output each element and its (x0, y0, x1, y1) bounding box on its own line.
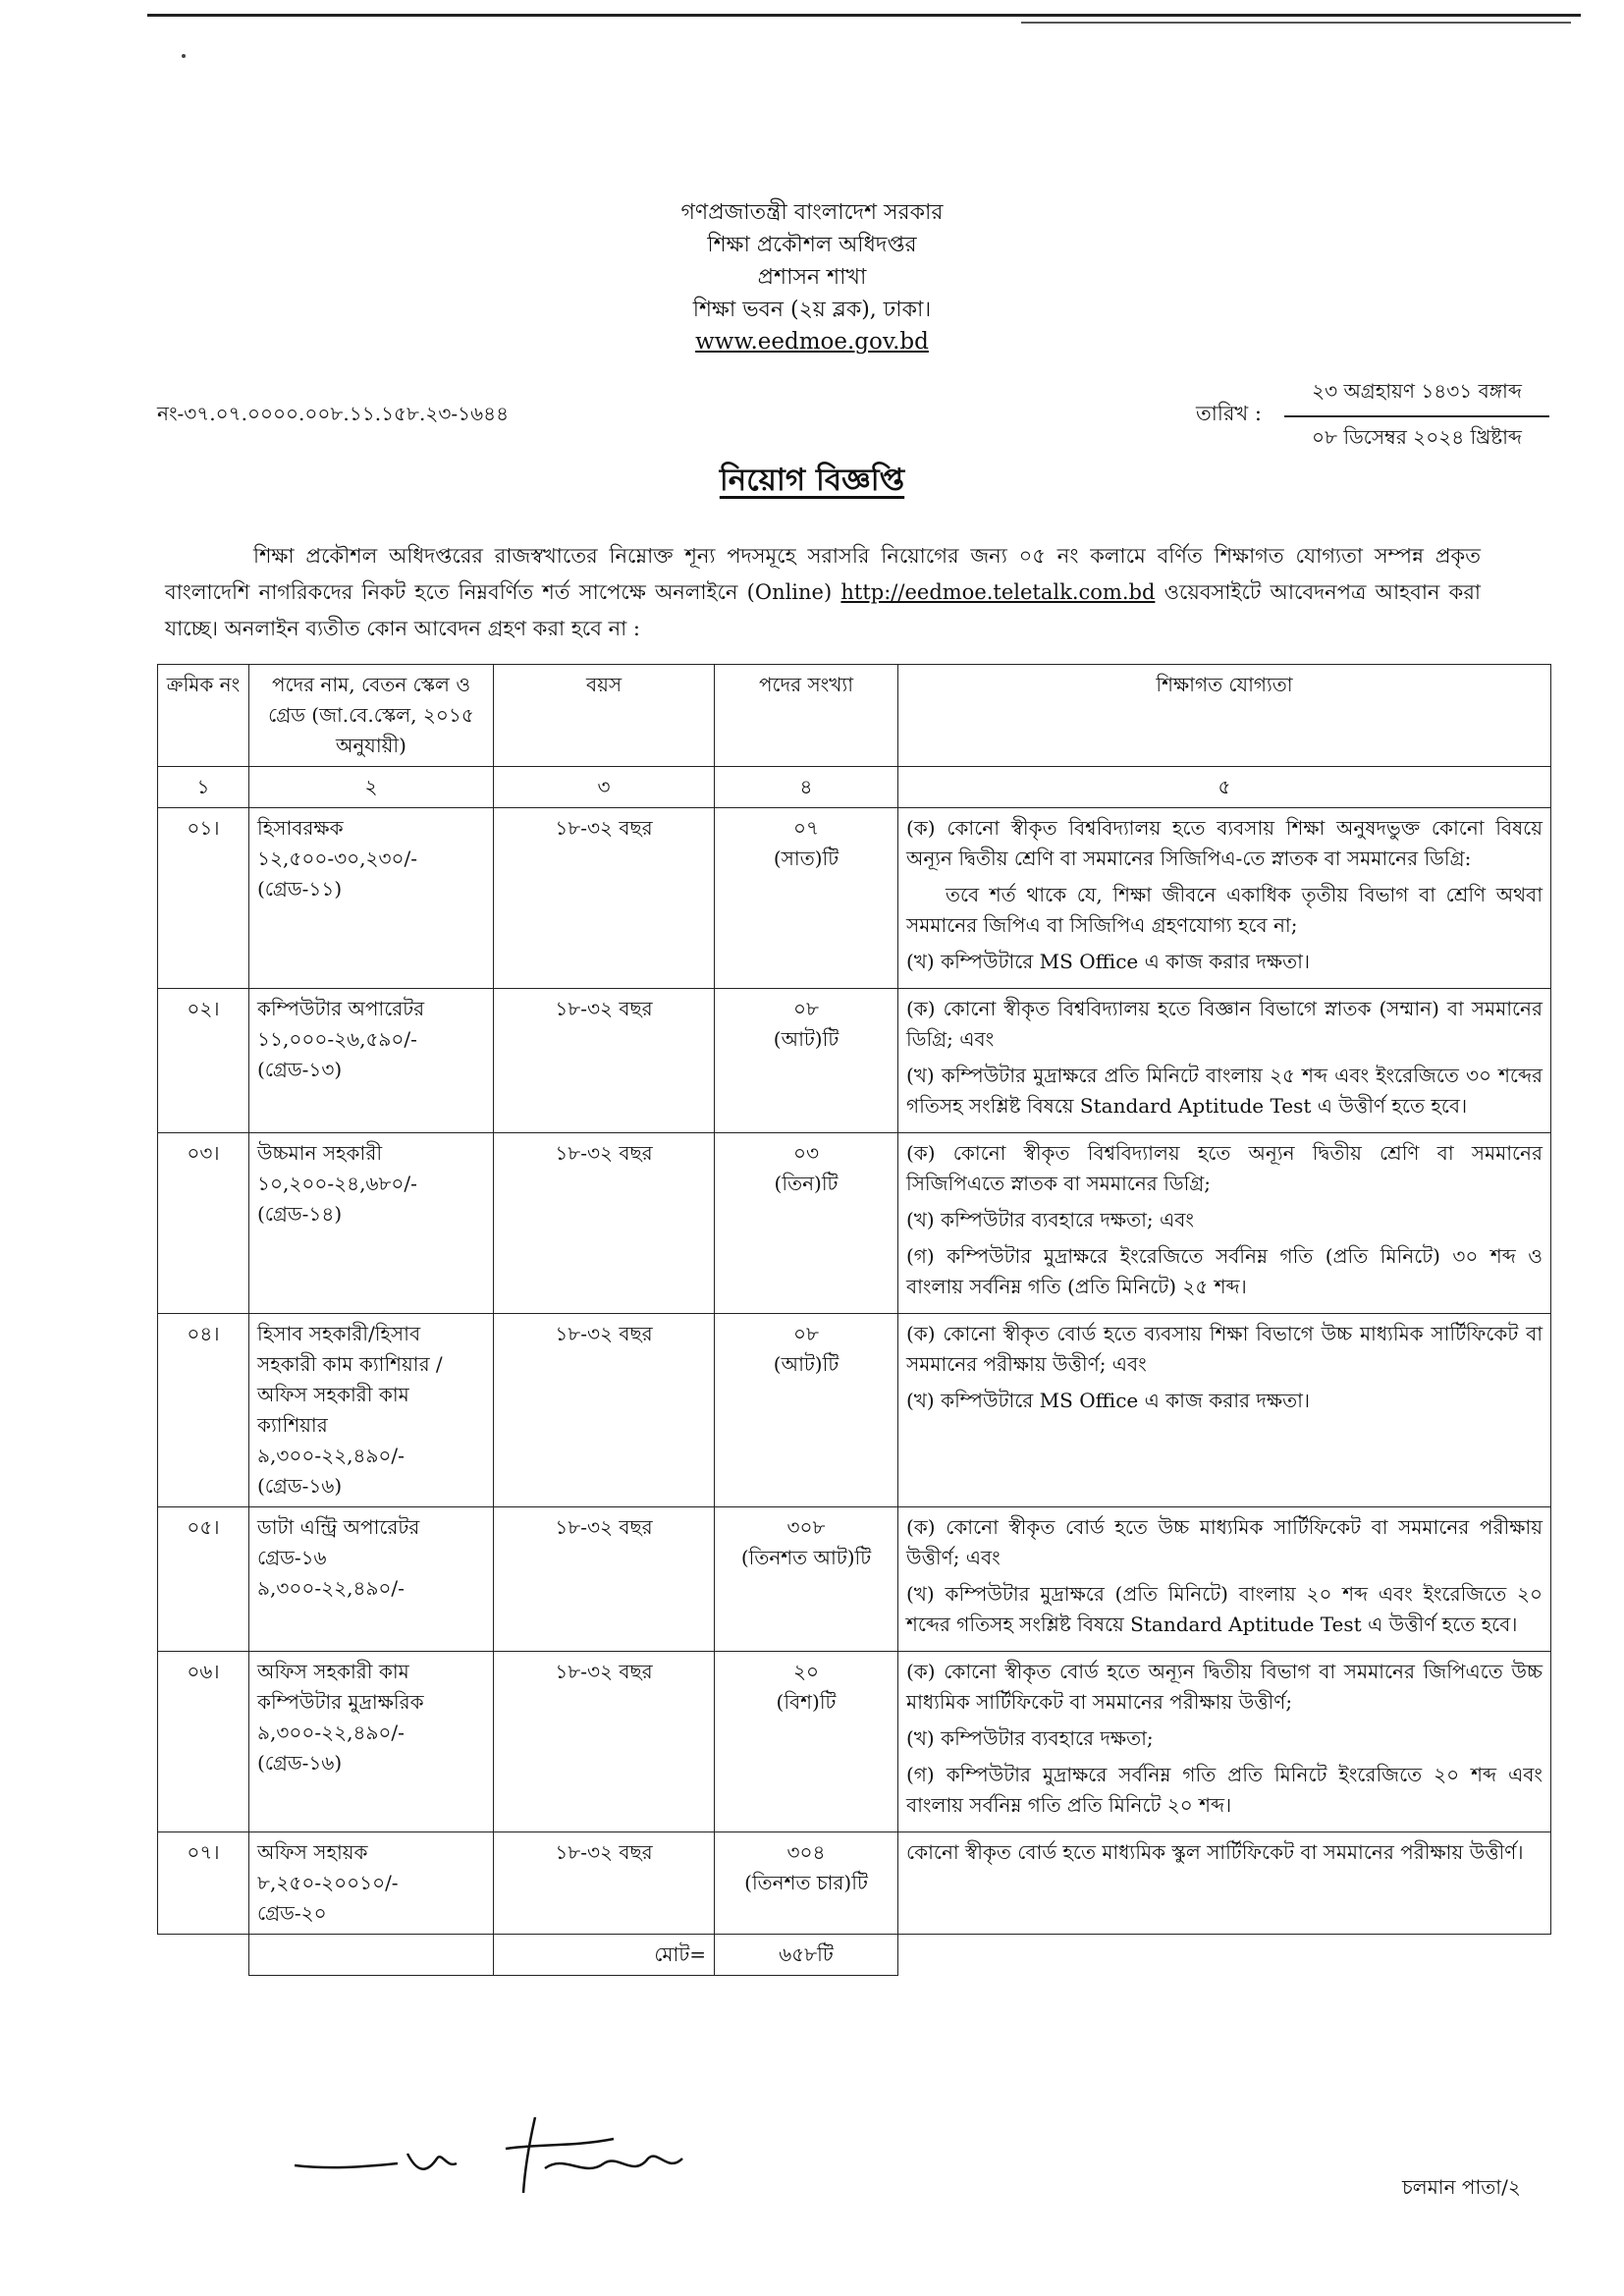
qualification-item: কোনো স্বীকৃত বোর্ড হতে মাধ্যমিক স্কুল সার্টিফিকেট বা সমমানের পরীক্ষায় উত্তীর্ণ। (906, 1840, 1524, 1864)
total-label: মোট= (494, 1935, 715, 1976)
total-value: ৬৫৮টি (715, 1935, 898, 1976)
row-serial: ০৭। (158, 1832, 249, 1935)
row-post (249, 1314, 494, 1507)
qualification-item: (ক) কোনো স্বীকৃত বোর্ড হতে উচ্চ মাধ্যমিক সার্টিফিকেট বা সমমানের পরীক্ষায় উত্তীর্ণ; এবং (906, 1515, 1543, 1569)
row-qualification (898, 1832, 1551, 1935)
column-number: ১ (158, 767, 249, 808)
header-website-link[interactable]: www.eedmoe.gov.bd (695, 329, 929, 355)
date-bangla: ২৩ অগ্রহায়ণ ১৪৩১ বঙ্গাব্দ (1284, 377, 1549, 417)
post-detail: গ্রেড-১৬ (257, 1546, 327, 1569)
count-number: ০৩ (792, 1141, 819, 1165)
top-scan-line (147, 14, 1581, 17)
column-number: ৫ (898, 767, 1551, 808)
row-post (249, 1832, 494, 1935)
column-number: ৩ (494, 767, 715, 808)
header-age: বয়স (494, 665, 715, 767)
vacancy-table (157, 664, 1551, 1976)
post-detail: ৯,৩০০-২২,৪৯০/- (257, 1444, 405, 1467)
row-serial: ০৬। (158, 1652, 249, 1832)
total-blank (898, 1935, 1551, 1976)
count-words: (সাত)টি (773, 847, 839, 870)
post-name: অফিস সহায়ক (257, 1840, 368, 1864)
table-row (158, 989, 1551, 1133)
post-detail: ৮,২৫০-২০০১০/- (257, 1871, 399, 1894)
post-detail: ১২,৫০০-৩০,২৩০/- (257, 847, 417, 870)
post-detail: (গ্রেড-১১) (257, 877, 343, 901)
count-number: ৩০৪ (786, 1840, 826, 1864)
continued-page-note: চলমান পাতা/২ (1402, 2175, 1521, 2199)
row-post (249, 1133, 494, 1314)
intro-paragraph (165, 538, 1481, 647)
post-name: অফিস সহকারী কাম কম্পিউটার মুদ্রাক্ষরিক (257, 1660, 424, 1714)
post-name: ডাটা এন্ট্রি অপারেটর (257, 1515, 420, 1539)
qualification-item: (খ) কম্পিউটার ব্যবহারে দক্ষতা; এবং (906, 1208, 1194, 1231)
row-serial: ০৫। (158, 1507, 249, 1652)
post-name: উচ্চমান সহকারী (257, 1141, 383, 1165)
row-post (249, 1507, 494, 1652)
qualification-item: (খ) কম্পিউটার মুদ্রাক্ষরে (প্রতি মিনিটে) বাংলায় ২০ শব্দ এবং ইংরেজিতে ২০ শব্দের গতিসহ সংশ্লিষ্ট বিষয়ে Standard Aptitude Test এ উত্তীর্ণ হতে হবে। (906, 1582, 1543, 1636)
table-row (158, 1314, 1551, 1507)
column-number: ২ (249, 767, 494, 808)
application-link[interactable]: http://eedmoe.teletalk.com.bd (840, 580, 1156, 604)
post-detail: (গ্রেড-১৬) (257, 1474, 343, 1498)
count-words: (আট)টি (773, 1352, 839, 1376)
row-post (249, 808, 494, 989)
post-detail: (গ্রেড-১৪) (257, 1202, 343, 1226)
date-english: ০৮ ডিসেম্বর ২০২৪ খ্রিষ্টাব্দ (1312, 425, 1522, 449)
notice-title (0, 457, 1624, 508)
row-count (715, 808, 898, 989)
row-count (715, 1652, 898, 1832)
top-scan-line-secondary (1021, 22, 1571, 24)
column-number: ৪ (715, 767, 898, 808)
qualification-item: (খ) কম্পিউটারে MS Office এ কাজ করার দক্ষতা। (906, 1389, 1311, 1412)
qualification-item: (খ) কম্পিউটারে MS Office এ কাজ করার দক্ষতা। (906, 950, 1311, 973)
count-words: (তিনশত আট)টি (740, 1546, 872, 1569)
row-qualification (898, 808, 1551, 989)
post-name: হিসাবরক্ষক (257, 816, 344, 840)
qualification-item: তবে শর্ত থাকে যে, শিক্ষা জীবনে একাধিক তৃতীয় বিভাগ বা শ্রেণি অথবা সমমানের জিপিএ বা সিজিপিএ গ্রহণযোগ্য হবে না; (906, 883, 1543, 937)
table-row (158, 1832, 1551, 1935)
qualification-item: (ক) কোনো স্বীকৃত বোর্ড হতে অন্যূন দ্বিতীয় বিভাগ বা সমমানের জিপিএতে উচ্চ মাধ্যমিক সার্টিফিকেট বা সমমানের পরীক্ষায় উত্তীর্ণ; (906, 1660, 1543, 1714)
qualification-item: (গ) কম্পিউটার মুদ্রাক্ষরে ইংরেজিতে সর্বনিম্ন গতি (প্রতি মিনিটে) ৩০ শব্দ ও বাংলায় সর্বনিম্ন গতি (প্রতি মিনিটে) ২৫ শব্দ। (906, 1244, 1543, 1298)
total-spacer (249, 1935, 494, 1976)
count-number: ০৮ (793, 1322, 819, 1345)
table-header-row (158, 665, 1551, 767)
date-label: তারিখ : (1196, 402, 1262, 425)
qualification-item: (খ) কম্পিউটার মুদ্রাক্ষরে প্রতি মিনিটে বাংলায় ২৫ শব্দ এবং ইংরেজিতে ৩০ শব্দের গতিসহ সংশ্লিষ্ট বিষয়ে Standard Aptitude Test এ উত্তীর্ণ হতে হবে। (906, 1064, 1543, 1118)
count-words: (তিনশত চার)টি (744, 1871, 868, 1894)
row-post (249, 989, 494, 1133)
post-detail: ৯,৩০০-২২,৪৯০/- (257, 1721, 405, 1744)
row-qualification (898, 1133, 1551, 1314)
post-name: হিসাব সহকারী/হিসাব সহকারী কাম ক্যাশিয়ার /অফিস সহকারী কাম ক্যাশিয়ার (257, 1322, 443, 1437)
row-count (715, 989, 898, 1133)
total-row (158, 1935, 1551, 1976)
row-serial: ০৩। (158, 1133, 249, 1314)
office-header (0, 196, 1624, 358)
column-number-row (158, 767, 1551, 808)
table-row (158, 1507, 1551, 1652)
count-number: ০৮ (793, 997, 819, 1020)
row-age: ১৮-৩২ বছর (494, 1652, 715, 1832)
header-serial: ক্রমিক নং (158, 665, 249, 767)
row-count (715, 1832, 898, 1935)
table-row (158, 1652, 1551, 1832)
row-age: ১৮-৩২ বছর (494, 1314, 715, 1507)
row-age: ১৮-৩২ বছর (494, 1133, 715, 1314)
row-count (715, 1507, 898, 1652)
post-detail: গ্রেড-২০ (257, 1901, 327, 1925)
row-serial: ০৪। (158, 1314, 249, 1507)
qualification-item: (খ) কম্পিউটার ব্যবহারে দক্ষতা; (906, 1726, 1154, 1750)
count-words: (বিশ)টি (776, 1690, 837, 1714)
row-count (715, 1314, 898, 1507)
header-address: শিক্ষা ভবন (২য় ব্লক), ঢাকা। (692, 298, 932, 322)
qualification-item: (গ) কম্পিউটার মুদ্রাক্ষরে সর্বনিম্ন গতি প্রতি মিনিটে ইংরেজিতে ২০ শব্দ এবং বাংলায় সর্বনিম্ন গতি প্রতি মিনিটে ২০ শব্দ। (906, 1763, 1543, 1817)
intro-text-before: শিক্ষা প্রকৌশল অধিদপ্তরের রাজস্বখাতের নিম্নোক্ত শূন্য পদসমূহে সরাসরি নিয়োগের জন্য ০৫ নং কলামে বর্ণিত শিক্ষাগত যোগ্যতা সম্পন্ন প্রকৃত বাংলাদেশি নাগরিকদের নিকট হতে নিম্নবর্ণিত শর্ত সাপেক্ষে অনলাইনে (Online) (165, 544, 1481, 604)
post-detail: ৯,৩০০-২২,৪৯০/- (257, 1576, 405, 1600)
post-detail: ১০,২০০-২৪,৬৮০/- (257, 1172, 417, 1195)
post-detail: ১১,০০০-২৬,৫৯০/- (257, 1027, 417, 1051)
initial-signature (290, 2144, 486, 2183)
row-count (715, 1133, 898, 1314)
count-number: ৩০৮ (786, 1515, 826, 1539)
row-age: ১৮-৩২ বছর (494, 808, 715, 989)
qualification-item: (ক) কোনো স্বীকৃত বিশ্ববিদ্যালয় হতে অন্যূন দ্বিতীয় শ্রেণি বা সমমানের সিজিপিএতে স্নাতক বা সমমানের ডিগ্রি; (906, 1141, 1543, 1195)
intro-text-after: ওয়েবসাইটে আবেদনপত্র আহবান করা যাচ্ছে। অনলাইন ব্যতীত কোন আবেদন গ্রহণ করা হবে না : (165, 580, 1482, 640)
header-count: পদের সংখ্যা (715, 665, 898, 767)
header-govt: গণপ্রজাতন্ত্রী বাংলাদেশ সরকার (680, 200, 944, 225)
table-row (158, 1133, 1551, 1314)
row-age: ১৮-৩২ বছর (494, 1832, 715, 1935)
total-blank (158, 1935, 249, 1976)
memo-number: নং-৩৭.০৭.০০০০.০০৮.১১.১৫৮.২৩-১৬৪৪ (157, 402, 510, 425)
count-words: (তিন)টি (774, 1172, 839, 1195)
row-age: ১৮-৩২ বছর (494, 989, 715, 1133)
officer-signature (496, 2109, 692, 2198)
header-department: শিক্ষা প্রকৌশল অধিদপ্তর (707, 233, 917, 257)
qualification-item: (ক) কোনো স্বীকৃত বোর্ড হতে ব্যবসায় শিক্ষা বিভাগে উচ্চ মাধ্যমিক সার্টিফিকেট বা সমমানের পরীক্ষায় উত্তীর্ণ; এবং (906, 1322, 1543, 1376)
date-block (1284, 377, 1549, 456)
row-qualification (898, 1507, 1551, 1652)
qualification-item: (ক) কোনো স্বীকৃত বিশ্ববিদ্যালয় হতে ব্যবসায় শিক্ষা অনুষদভুক্ত কোনো বিষয়ে অন্যূন দ্বিতীয় শ্রেণি বা সমমানের সিজিপিএ-তে স্নাতক বা সমমানের ডিগ্রি: (906, 816, 1543, 870)
header-post: পদের নাম, বেতন স্কেল ও গ্রেড (জা.বে.স্কেল, ২০১৫ অনুযায়ী) (249, 665, 494, 767)
row-serial: ০২। (158, 989, 249, 1133)
table-row (158, 808, 1551, 989)
row-qualification (898, 1314, 1551, 1507)
scan-speck (182, 54, 186, 58)
notice-title-text: নিয়োগ বিজ্ঞপ্তি (719, 463, 905, 498)
row-qualification (898, 1652, 1551, 1832)
qualification-item: (ক) কোনো স্বীকৃত বিশ্ববিদ্যালয় হতে বিজ্ঞান বিভাগে স্নাতক (সম্মান) বা সমমানের ডিগ্রি; এবং (906, 997, 1543, 1051)
row-serial: ০১। (158, 808, 249, 989)
post-detail: (গ্রেড-১৩) (257, 1058, 343, 1081)
count-number: ২০ (792, 1660, 819, 1683)
header-section: প্রশাসন শাখা (757, 265, 867, 290)
count-number: ০৭ (792, 816, 819, 840)
header-qualification: শিক্ষাগত যোগ্যতা (898, 665, 1551, 767)
row-age: ১৮-৩২ বছর (494, 1507, 715, 1652)
post-detail: (গ্রেড-১৬) (257, 1751, 343, 1775)
row-post (249, 1652, 494, 1832)
row-qualification (898, 989, 1551, 1133)
count-words: (আট)টি (773, 1027, 839, 1051)
post-name: কম্পিউটার অপারেটর (257, 997, 425, 1020)
